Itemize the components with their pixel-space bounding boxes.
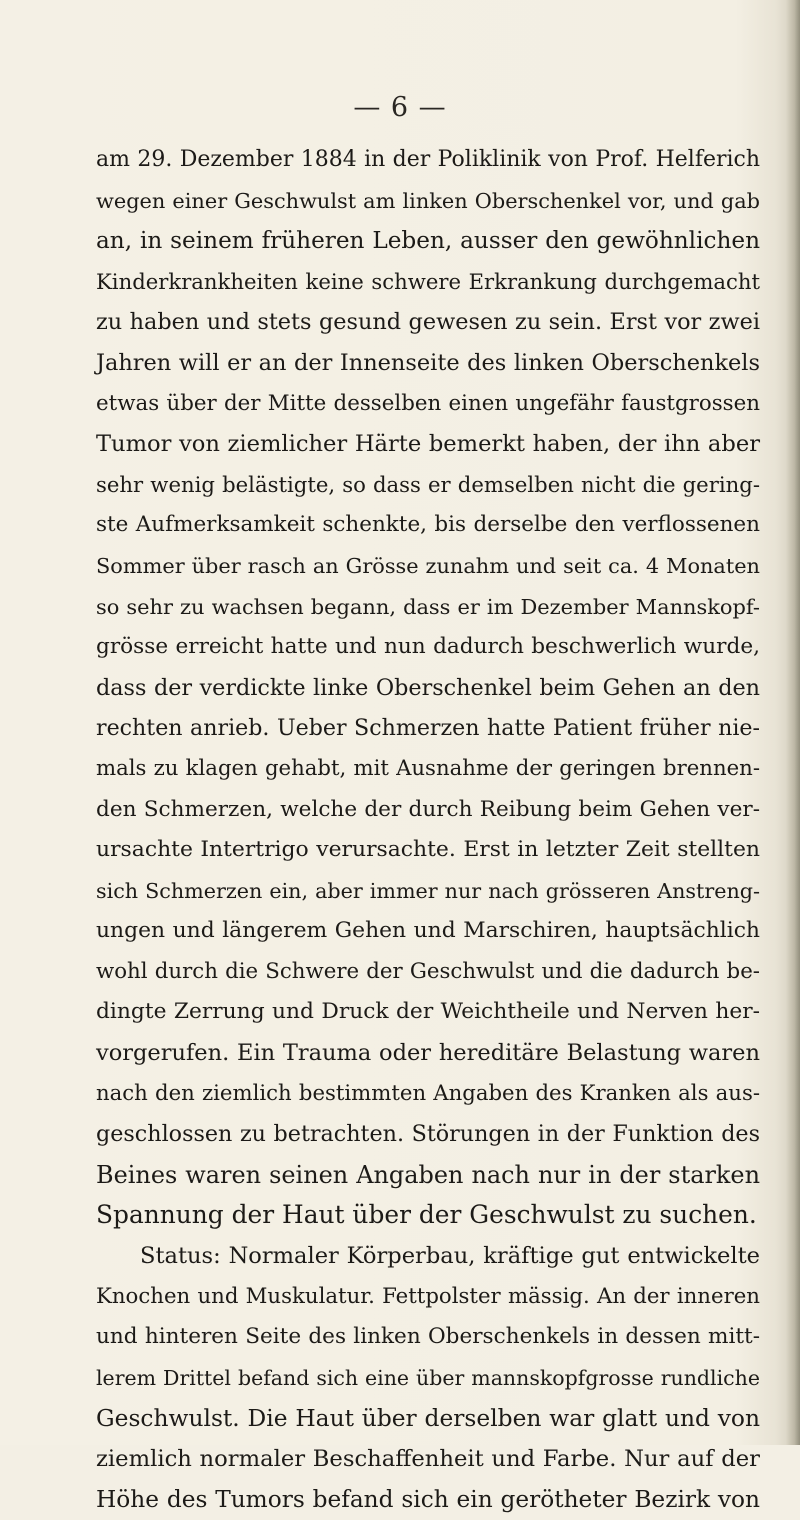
text-line-28: Status: Normaler Körperbau, kräftige gut entwickelte — [140, 1243, 760, 1270]
body-text — [96, 140, 760, 1520]
text-line-19: sich Schmerzen ein, aber immer nur nach grösseren Anstreng- — [96, 878, 760, 903]
text-line-3: an, in seinem früheren Leben, ausser den gewöhnlichen — [96, 227, 760, 255]
text-line-21: wohl durch die Schwere der Geschwulst und die dadurch be- — [96, 958, 760, 984]
text-line-24: nach den ziemlich bestimmten Angaben des Kranken als aus- — [96, 1080, 760, 1106]
text-line-4: Kinderkrankheiten keine schwere Erkrankung durchgemacht — [96, 268, 760, 294]
text-line-18: ursachte Intertrigo verursachte. Erst in letzter Zeit stellten — [96, 837, 760, 863]
text-line-6: Jahren will er an der Innenseite des linken Oberschenkels — [96, 349, 760, 376]
text-line-5: zu haben und stets gesund gewesen zu sein. Erst vor zwei — [96, 309, 760, 336]
text-line-13: grösse erreicht hatte und nun dadurch beschwerlich wurde, — [96, 634, 760, 660]
text-line-34: Höhe des Tumors befand sich ein gerötheter Bezirk von — [96, 1485, 760, 1513]
text-line-20: ungen und längerem Gehen und Marschiren, hauptsächlich — [96, 918, 760, 944]
text-line-10: ste Aufmerksamkeit schenkte, bis derselbe den verflossenen — [96, 512, 760, 538]
text-line-8: Tumor von ziemlicher Härte bemerkt haben, der ihn aber — [96, 431, 760, 458]
text-line-33: ziemlich normaler Beschaffenheit und Farbe. Nur auf der — [96, 1446, 760, 1472]
text-line-15: rechten anrieb. Ueber Schmerzen hatte Patient früher nie- — [96, 715, 760, 742]
text-line-7: etwas über der Mitte desselben einen ungefähr faustgrossen — [96, 390, 760, 416]
text-line-11: Sommer über rasch an Grösse zunahm und seit ca. 4 Monaten — [96, 553, 760, 578]
page-number: — 6 — — [353, 92, 447, 123]
text-line-12: so sehr zu wachsen begann, dass er im Dezember Mannskopf- — [96, 594, 760, 619]
page-edge-shadow — [786, 0, 800, 1445]
text-line-31: lerem Drittel befand sich eine über mannskopfgrosse rundliche — [96, 1365, 760, 1390]
text-line-27: Spannung der Haut über der Geschwulst zu suchen. — [96, 1200, 757, 1230]
text-line-26: Beines waren seinen Angaben nach nur in der starken — [96, 1160, 760, 1189]
text-line-25: geschlossen zu betrachten. Störungen in der Funktion des — [96, 1121, 760, 1148]
text-line-14: dass der verdickte linke Oberschenkel beim Gehen an den — [96, 674, 760, 701]
text-line-22: dingte Zerrung und Druck der Weichtheile und Nerven her- — [96, 999, 760, 1025]
text-line-1: am 29. Dezember 1884 in der Poliklinik von Prof. Helferich — [96, 147, 760, 172]
text-line-16: mals zu klagen gehabt, mit Ausnahme der geringen brennen- — [96, 755, 760, 781]
text-line-30: und hinteren Seite des linken Oberschenkels in dessen mitt- — [96, 1324, 760, 1350]
text-line-23: vorgerufen. Ein Trauma oder hereditäre Belastung waren — [96, 1040, 760, 1067]
text-line-9: sehr wenig belästigte, so dass er demselben nicht die gering- — [96, 471, 760, 497]
text-line-2: wegen einer Geschwulst am linken Oberschenkel vor, und gab — [96, 188, 760, 213]
text-line-32: Geschwulst. Die Haut über derselben war glatt und von — [96, 1404, 760, 1433]
text-line-17: den Schmerzen, welche der durch Reibung beim Gehen ver- — [96, 796, 760, 822]
text-line-29: Knochen und Muskulatur. Fettpolster mässig. An der inneren — [96, 1283, 760, 1309]
